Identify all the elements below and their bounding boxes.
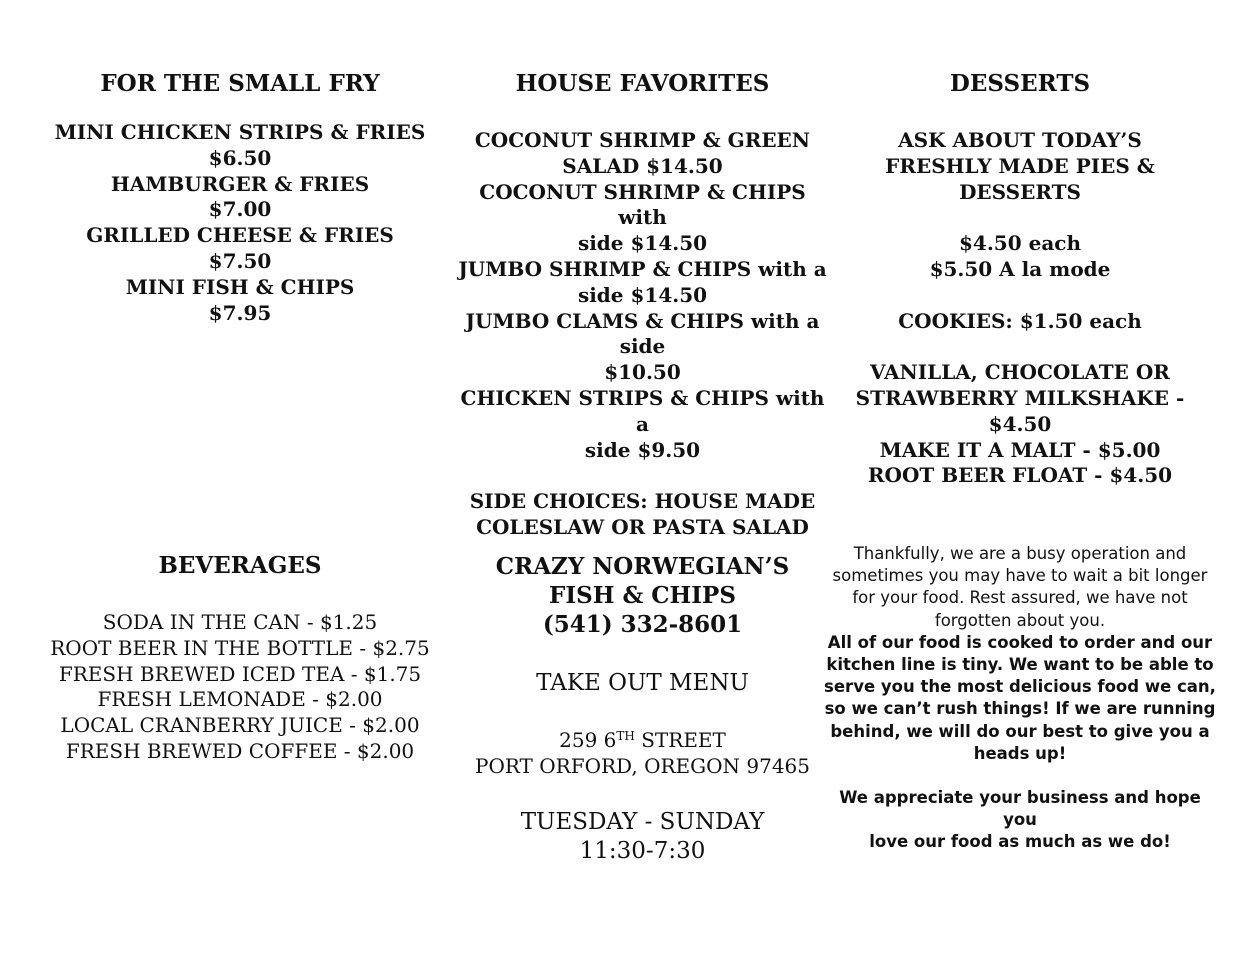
beverage-item: FRESH BREWED COFFEE - $2.00: [65, 738, 415, 763]
beverage-item: ROOT BEER IN THE BOTTLE - $2.75: [50, 635, 430, 660]
dessert-note: ASK ABOUT TODAY’S: [898, 128, 1142, 152]
dessert-price: $4.50 each: [959, 231, 1081, 256]
note-line: Thankfully, we are a busy operation and: [853, 544, 1187, 563]
beverages-list: [40, 610, 440, 765]
beverage-item: FRESH LEMONADE - $2.00: [97, 687, 383, 712]
house-favorites-heading: HOUSE FAVORITES: [515, 70, 770, 97]
street-address: 259 6TH STREET: [559, 728, 726, 752]
note-line: for your food. Rest assured, we have not: [852, 588, 1188, 608]
shake-item: VANILLA, CHOCOLATE OR: [870, 360, 1170, 385]
beverage-item: LOCAL CRANBERRY JUICE - $2.00: [60, 713, 420, 738]
house-favorites-section: [455, 70, 830, 541]
menu-item: $7.00: [208, 197, 272, 222]
open-days: TUESDAY - SUNDAY: [520, 808, 765, 835]
side-choices: SIDE CHOICES: HOUSE MADE: [469, 489, 816, 514]
beverage-item: SODA IN THE CAN - $1.25: [102, 610, 378, 634]
open-hours: 11:30-7:30: [579, 837, 706, 864]
menu-item: $7.95: [208, 300, 272, 325]
note-line-bold: heads up!: [973, 743, 1067, 763]
menu-item: SALAD $14.50: [562, 153, 723, 178]
closing-line: We appreciate your business and hope you: [839, 788, 1201, 830]
beverages-heading: BEVERAGES: [158, 552, 322, 579]
menu-type: TAKE OUT MENU: [536, 670, 749, 696]
note-line: forgotten about you.: [934, 610, 1106, 630]
desserts-section: [838, 70, 1202, 489]
dessert-price: $5.50 A la mode: [929, 256, 1111, 281]
shake-item: MAKE IT A MALT - $5.00: [879, 437, 1161, 462]
menu-item: side $14.50: [577, 231, 708, 256]
note-line-bold: All of our food is cooked to order and our: [827, 632, 1213, 652]
menu-item: COCONUT SHRIMP & GREEN: [474, 128, 811, 152]
note-line-bold: behind, we will do our best to give you a: [830, 721, 1210, 741]
note-line-bold: so we can’t rush things! If we are running: [824, 699, 1216, 719]
restaurant-name: CRAZY NORWEGIAN’S: [495, 553, 790, 580]
note-line-bold: kitchen line is tiny. We want to be able to: [826, 655, 1214, 675]
menu-item: COCONUT SHRIMP & CHIPS with: [479, 179, 806, 230]
beverages-section: [40, 552, 440, 765]
beverage-item: FRESH BREWED ICED TEA - $1.75: [58, 661, 422, 686]
menu-item: side $14.50: [577, 282, 708, 307]
menu-item: MINI CHICKEN STRIPS & FRIES $6.50: [54, 120, 426, 170]
side-choices: COLESLAW OR PASTA SALAD: [476, 514, 809, 539]
note-line: sometimes you may have to wait a bit longer: [832, 566, 1208, 586]
note-line-bold: serve you the most delicious food we can,: [824, 677, 1216, 697]
cookies-price: COOKIES: $1.50 each: [898, 308, 1142, 333]
menu-item: MINI FISH & CHIPS: [125, 274, 355, 299]
closing-line: love our food as much as we do!: [869, 832, 1171, 852]
menu-item: JUMBO CLAMS & CHIPS with a side: [465, 308, 820, 359]
restaurant-name-line2: FISH & CHIPS: [549, 582, 736, 609]
address: [455, 728, 830, 780]
menu-item: GRILLED CHEESE & FRIES: [86, 223, 394, 248]
city-line: PORT ORFORD, OREGON 97465: [475, 753, 810, 778]
phone-number: (541) 332-8601: [542, 611, 743, 638]
menu-item: $10.50: [604, 360, 681, 385]
desserts-heading: DESSERTS: [949, 70, 1091, 97]
shake-item: STRAWBERRY MILKSHAKE - $4.50: [855, 385, 1185, 436]
desserts-list: [838, 128, 1202, 489]
menu-item: side $9.50: [584, 437, 701, 462]
dessert-note: FRESHLY MADE PIES & DESSERTS: [885, 153, 1155, 204]
menu-item: HAMBURGER & FRIES: [110, 171, 370, 196]
shake-item: ROOT BEER FLOAT - $4.50: [867, 463, 1173, 488]
small-fry-list: [40, 120, 440, 326]
restaurant-info-section: [455, 552, 830, 866]
menu-item: CHICKEN STRIPS & CHIPS with a: [460, 385, 825, 436]
menu-item: $7.50: [208, 248, 272, 273]
menu-item: JUMBO SHRIMP & CHIPS with a: [458, 256, 827, 281]
small-fry-section: [40, 70, 440, 326]
house-favorites-list: [455, 128, 830, 541]
customer-note: [820, 543, 1220, 854]
small-fry-heading: FOR THE SMALL FRY: [100, 70, 380, 97]
